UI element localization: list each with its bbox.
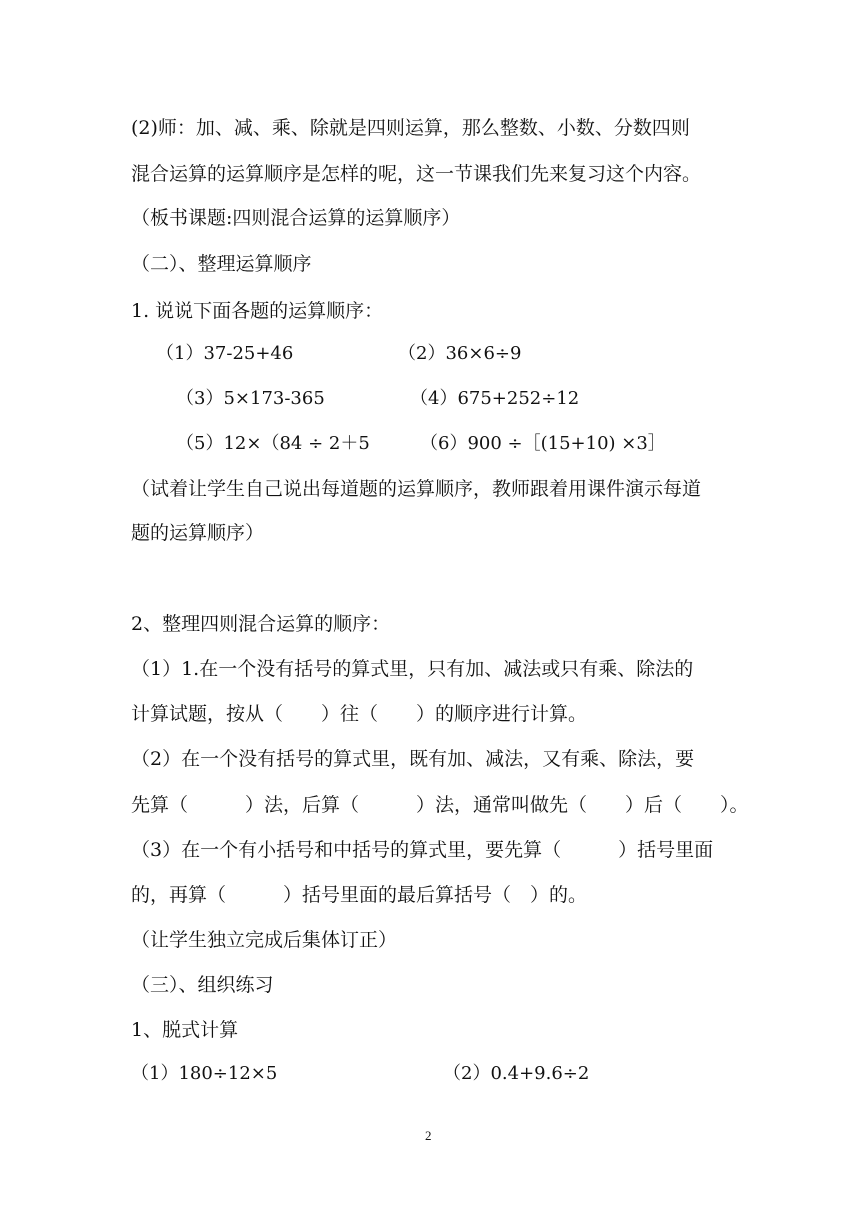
exercise-item: （3）5×173-365 — [176, 388, 325, 409]
paragraph-line: （2）在一个没有括号的算式里，既有加、减法，又有乘、除法，要 — [131, 748, 695, 770]
paragraph-line: （让学生独立完成后集体订正） — [131, 929, 398, 951]
paragraph-line: (2)师：加、减、乘、除就是四则运算，那么整数、小数、分数四则 — [131, 117, 690, 139]
page-number: 2 — [425, 1128, 432, 1143]
paragraph-line: 先算（ ）法，后算（ ）法，通常叫做先（ ）后（ ）。 — [131, 794, 749, 816]
exercise-item: （2）0.4+9.6÷2 — [443, 1063, 590, 1084]
paragraph-line: 计算试题，按从（ ）往（ ）的顺序进行计算。 — [131, 703, 588, 725]
paragraph-line: 1. 说说下面各题的运算顺序： — [131, 300, 384, 322]
exercise-item: （5）12×（84 ÷ 2＋5 — [176, 433, 370, 454]
exercise-item: （6）900 ÷［(15+10) ×3］ — [420, 433, 666, 454]
exercise-item: （1）180÷12×5 — [131, 1063, 278, 1084]
exercise-item: （2）36×6÷9 — [398, 343, 522, 364]
paragraph-line: 2、整理四则混合运算的顺序： — [131, 613, 391, 635]
paragraph-line: （板书课题:四则混合运算的运算顺序） — [131, 207, 461, 229]
section-heading: （二）、整理运算顺序 — [131, 253, 312, 275]
section-heading: （三）、组织练习 — [131, 974, 274, 996]
paragraph-line: （1）1.在一个没有括号的算式里，只有加、减法或只有乘、除法的 — [131, 658, 694, 680]
paragraph-line: （试着让学生自己说出每道题的运算顺序，教师跟着用课件演示每道 — [131, 478, 702, 500]
paragraph-line: 1、脱式计算 — [131, 1019, 239, 1041]
paragraph-line: 混合运算的运算顺序是怎样的呢，这一节课我们先来复习这个内容。 — [131, 163, 702, 185]
paragraph-line: 题的运算顺序） — [131, 522, 265, 544]
paragraph-line: （3）在一个有小括号和中括号的算式里，要先算（ ）括号里面 — [131, 839, 714, 861]
exercise-item: （4）675+252÷12 — [410, 388, 580, 409]
paragraph-line: 的，再算（ ）括号里面的最后算括号（ ）的。 — [131, 884, 588, 906]
exercise-item: （1）37-25+46 — [156, 343, 294, 364]
